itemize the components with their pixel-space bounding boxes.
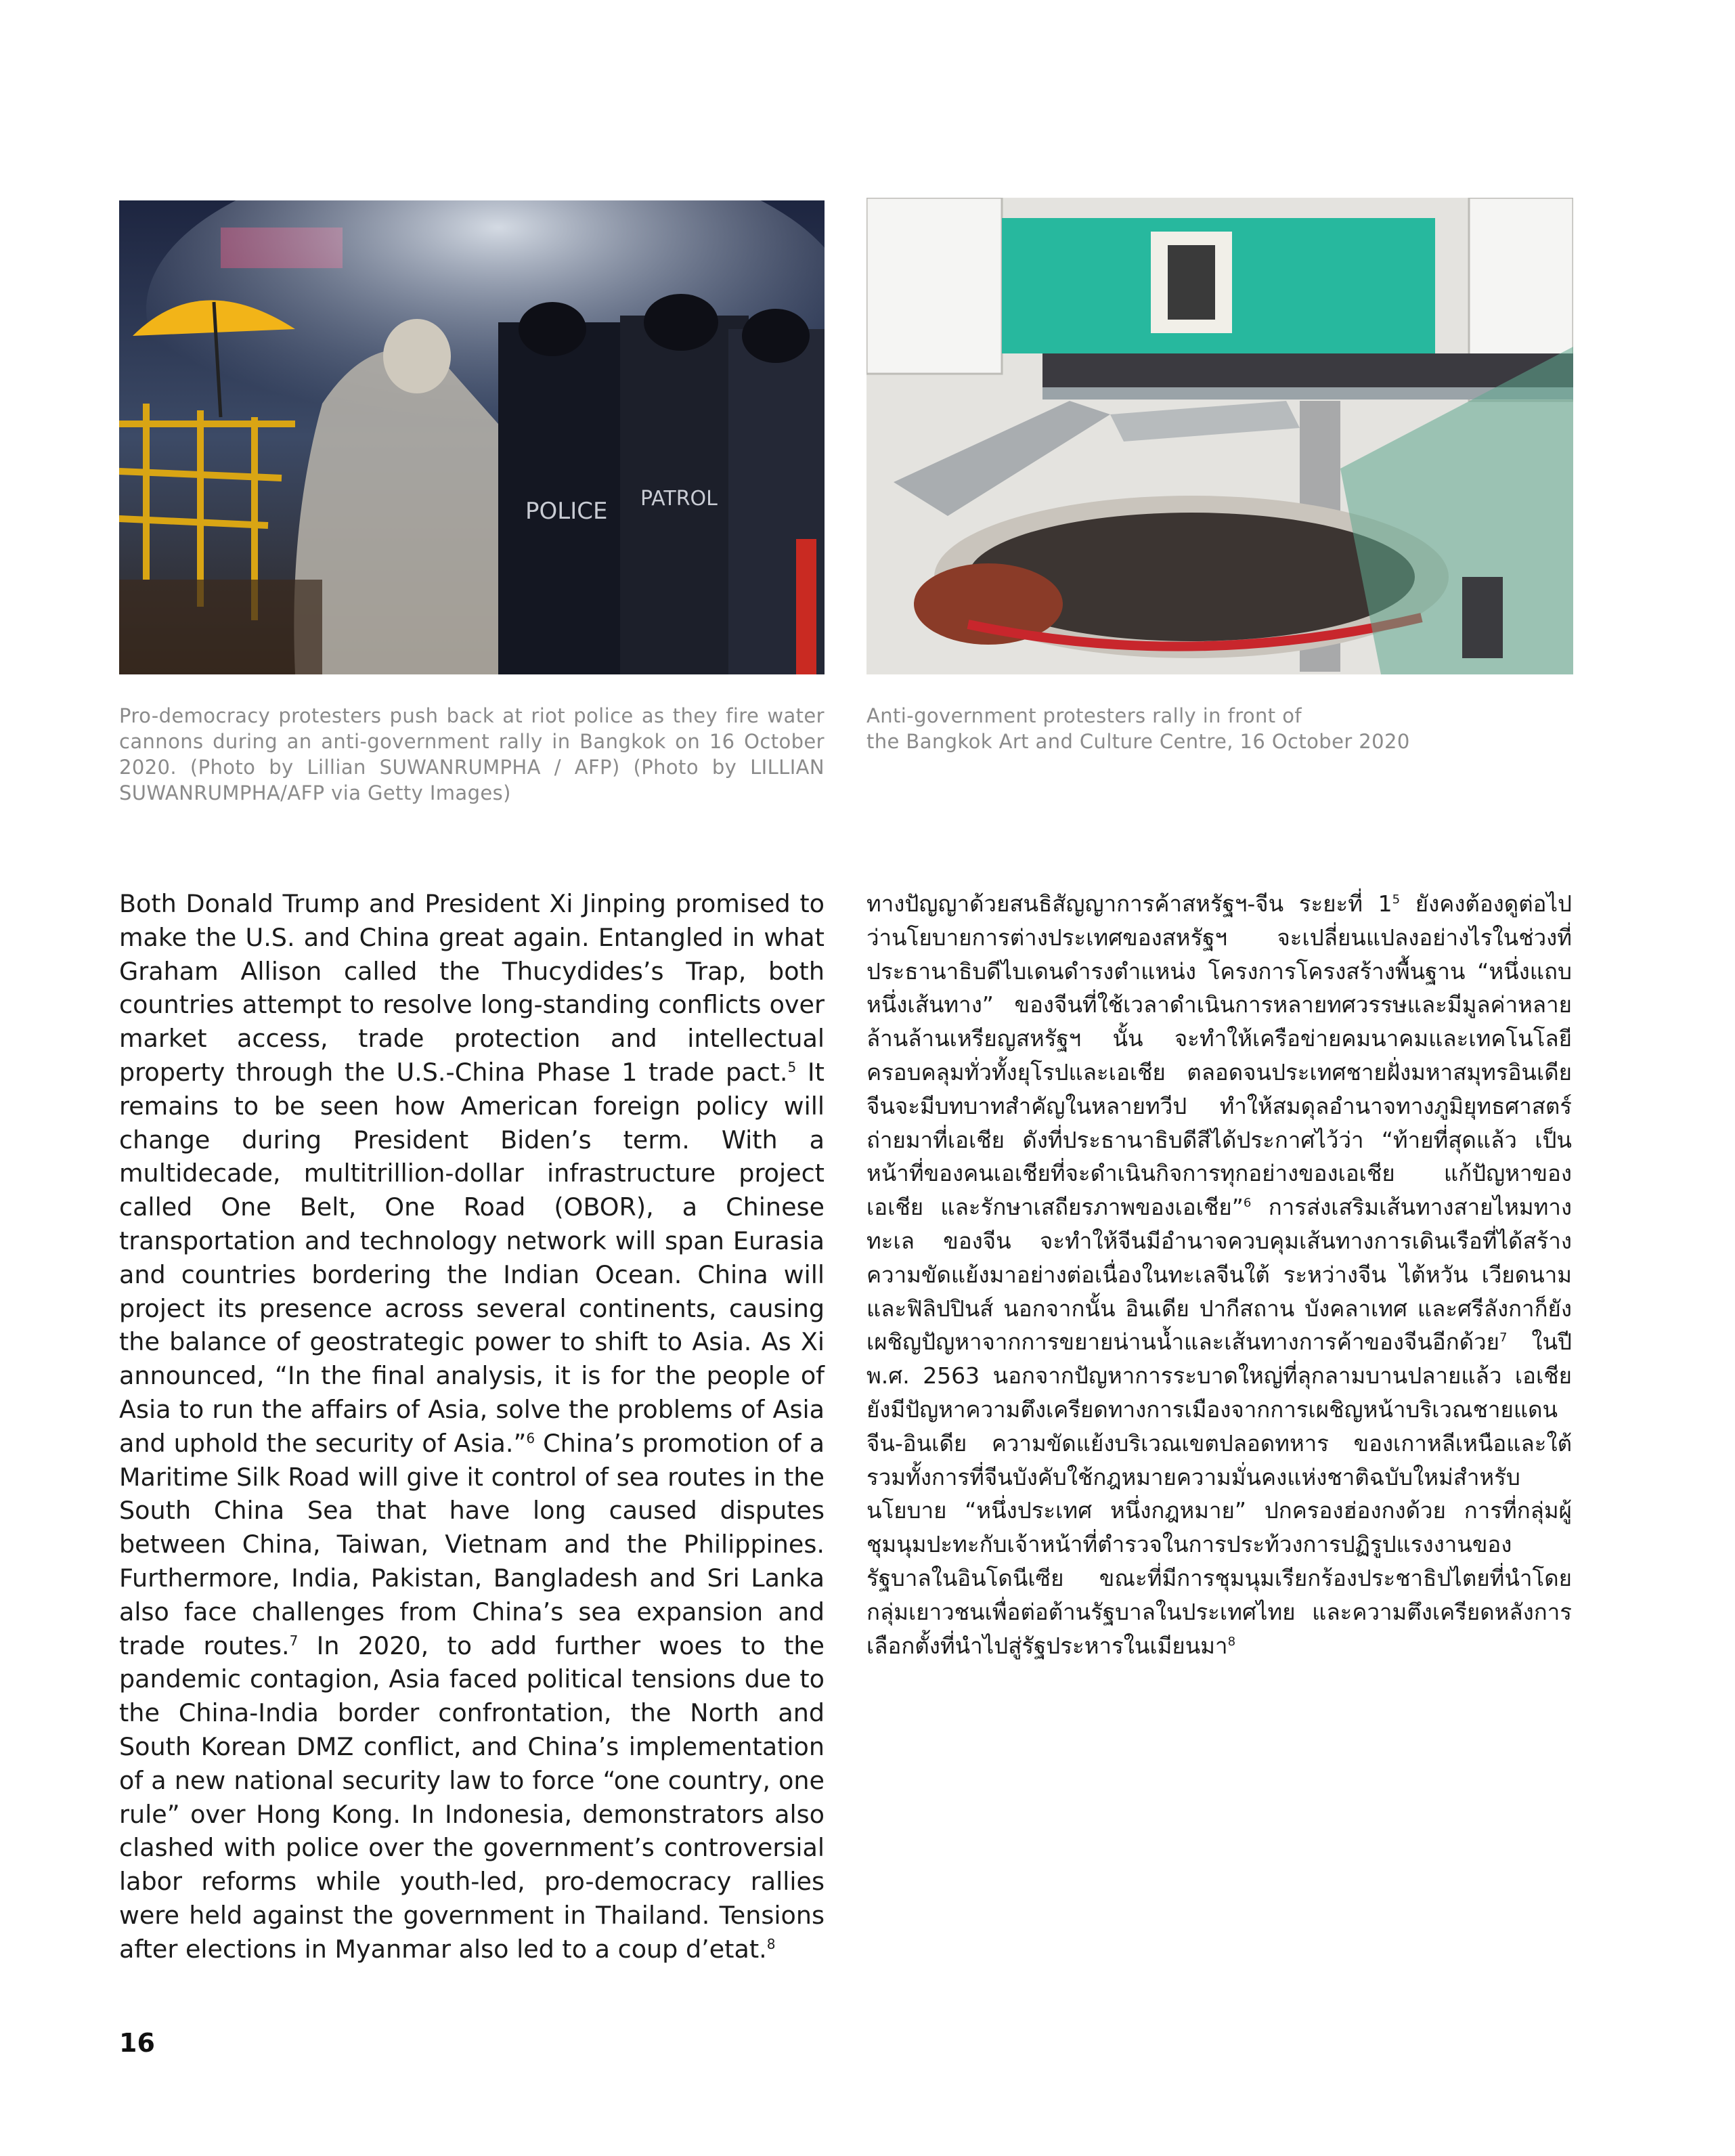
protest-photo-illustration xyxy=(119,200,825,674)
body-en-part-1: Both Donald Trump and President Xi Jinping promised to make the U.S. and China great again. Entangled in what Graham Allison called the Thucydides’s Trap, both countries attempt to resolve long-standing conflicts over market access, trade protection and intellectual property through the U.S.-China Phase 1 trade pact. xyxy=(119,889,825,1087)
mall-atrium-rally-photo xyxy=(866,198,1573,674)
body-en-part-2: It remains to be seen how American foreign policy will change during President Biden’s term. With a multidecade, multitrillion-dollar infrastructure project called One Belt, One Road (OBOR), a Chinese transportation and technology network will span Eurasia and countries bordering the Indian Ocean. China will project its presence across several continents, causing the balance of geostrategic power to shift to Asia. As Xi announced, “In the final analysis, it is for the people of Asia to run the affairs of Asia, solve the problems of Asia and uphold the security of Asia.” xyxy=(119,1057,825,1458)
footnote-ref-8: 8 xyxy=(766,1935,776,1952)
footnote-ref-7: 7 xyxy=(289,1632,299,1649)
body-en-part-4: In 2020, to add further woes to the pandemic contagion, Asia faced political tensions due to the China-India border confrontation, the North and South Korean DMZ conflict, and China’s implementation of a new national security law to force “one country, one rule” over Hong Kong. In Indonesia, demonstrators also clashed with police over the government’s controversial labor reforms while youth-led, pro-democracy rallies were held against the government in Thailand. Tensions after elections in Myanmar also led to a coup d’etat. xyxy=(119,1631,825,1964)
footnote-ref-th-8: 8 xyxy=(1227,1634,1236,1649)
photo-caption-right xyxy=(866,703,1543,754)
svg-text:POLICE: POLICE xyxy=(525,498,608,525)
footnote-ref-6: 6 xyxy=(526,1429,535,1446)
atrium-photo-illustration xyxy=(866,198,1573,674)
body-th-part-1: ทางปัญญาด้วยสนธิสัญญาการค้าสหรัฐฯ-จีน ระยะที่ 1 xyxy=(866,890,1392,917)
svg-text:PATROL: PATROL xyxy=(640,487,718,511)
footnote-ref-th-6: 6 xyxy=(1243,1196,1252,1211)
body-th-part-2: ยังคงต้องดูต่อไปว่านโยบายการต่างประเทศของสหรัฐฯ จะเปลี่ยนแปลงอย่างไรในช่วงที่ประธานาธิบดีไบเดนดำรงตำแหน่ง โครงการโครงสร้างพื้นฐาน “หนึ่งแถบ หนึ่งเส้นทาง” ของจีนที่ใช้เวลาดำเนินการหลายทศวรรษและมีมูลค่าหลายล้านล้านเหรียญสหรัฐฯ นั้น จะทำให้เครือข่ายคมนาคมและเทคโนโลยีครอบคลุมทั่วทั้งยุโรปและเอเชีย ตลอดจนประเทศชายฝั่งมหาสมุทรอินเดีย จีนจะมีบทบาทสำคัญในหลายทวีป ทำให้สมดุลอำนาจทางภูมิยุทธศาสตร์ถ่ายมาที่เอเชีย ดังที่ประธานาธิบดีสีได้ประกาศไว้ว่า “ท้ายที่สุดแล้ว เป็นหน้าที่ของคนเอเชียที่จะดำเนินกิจการทุกอย่างของเอเชีย แก้ปัญหาของเอเชีย และรักษาเสถียรภาพของเอเชีย” xyxy=(866,890,1572,1221)
body-en-part-3: China’s promotion of a Maritime Silk Road will give it control of sea routes in the South China Sea that have long caused disputes between China, Taiwan, Vietnam and the Philippines. Furthermore, India, Pakistan, Bangladesh and Sri Lanka also face challenges from China’s sea expansion and trade routes. xyxy=(119,1428,825,1660)
body-th-part-3: การส่งเสริมเส้นทางสายไหมทางทะเล ของจีน จะทำให้จีนมีอำนาจควบคุมเส้นทางการเดินเรือที่ได้สร้างความขัดแย้งมาอย่างต่อเนื่องในทะเลจีนใต้ ระหว่างจีน ไต้หวัน เวียดนาม และฟิลิปปินส์ นอกจากนั้น อินเดีย ปากีสถาน บังคลาเทศ และศรีลังกาก็ยังเผชิญปัญหาจากการขยายน่านน้ำและเส้นทางการค้าของจีนอีกด้วย xyxy=(866,1194,1572,1356)
footnote-ref-th-7: 7 xyxy=(1499,1331,1508,1345)
protest-water-cannon-photo xyxy=(119,200,825,674)
page-number: 16 xyxy=(119,2028,155,2058)
caption-right-line-1: Anti-government protesters rally in front of xyxy=(866,704,1302,727)
body-th-part-4: ในปี พ.ศ. 2563 นอกจากปัญหาการระบาดใหญ่ที่ลุกลามบานปลายแล้ว เอเชียยังมีปัญหาความตึงเครียดทางการเมืองจากการเผชิญหน้าบริเวณชายแดนจีน-อินเดีย ความขัดแย้งบริเวณเขตปลอดทหาร ของเกาหลีเหนือและใต้ รวมทั้งการที่จีนบังคับใช้กฎหมายความมั่นคงแห่งชาติฉบับใหม่สำหรับนโยบาย “หนึ่งประเทศ หนึ่งกฎหมาย” ปกครองฮ่องกงด้วย การที่กลุ่มผู้ชุมนุมปะทะกับเจ้าหน้าที่ตำรวจในการประท้วงการปฏิรูปแรงงานของรัฐบาลในอินโดนีเซีย ขณะที่มีการชุมนุมเรียกร้องประชาธิปไตยที่นำโดยกลุ่มเยาวชนเพื่อต่อต้านรัฐบาลในประเทศไทย และความตึงเครียดหลังการเลือกตั้งที่นำไปสู่รัฐประหารในเมียนมา xyxy=(866,1329,1572,1659)
footnote-ref-5: 5 xyxy=(787,1058,797,1075)
body-text-english xyxy=(119,887,825,1966)
footnote-ref-th-5: 5 xyxy=(1392,892,1401,907)
body-text-thai xyxy=(866,887,1572,1662)
caption-right-line-2: the Bangkok Art and Culture Centre, 16 October 2020 xyxy=(866,730,1410,753)
photo-caption-left: Pro-democracy protesters push back at riot police as they fire water cannons during an anti-government rally in Bangkok on 16 October 2020. (Photo by Lillian SUWANRUMPHA / AFP) (Photo by LILLIAN SUWANRUMPHA/AFP via Getty Images) xyxy=(119,704,825,804)
